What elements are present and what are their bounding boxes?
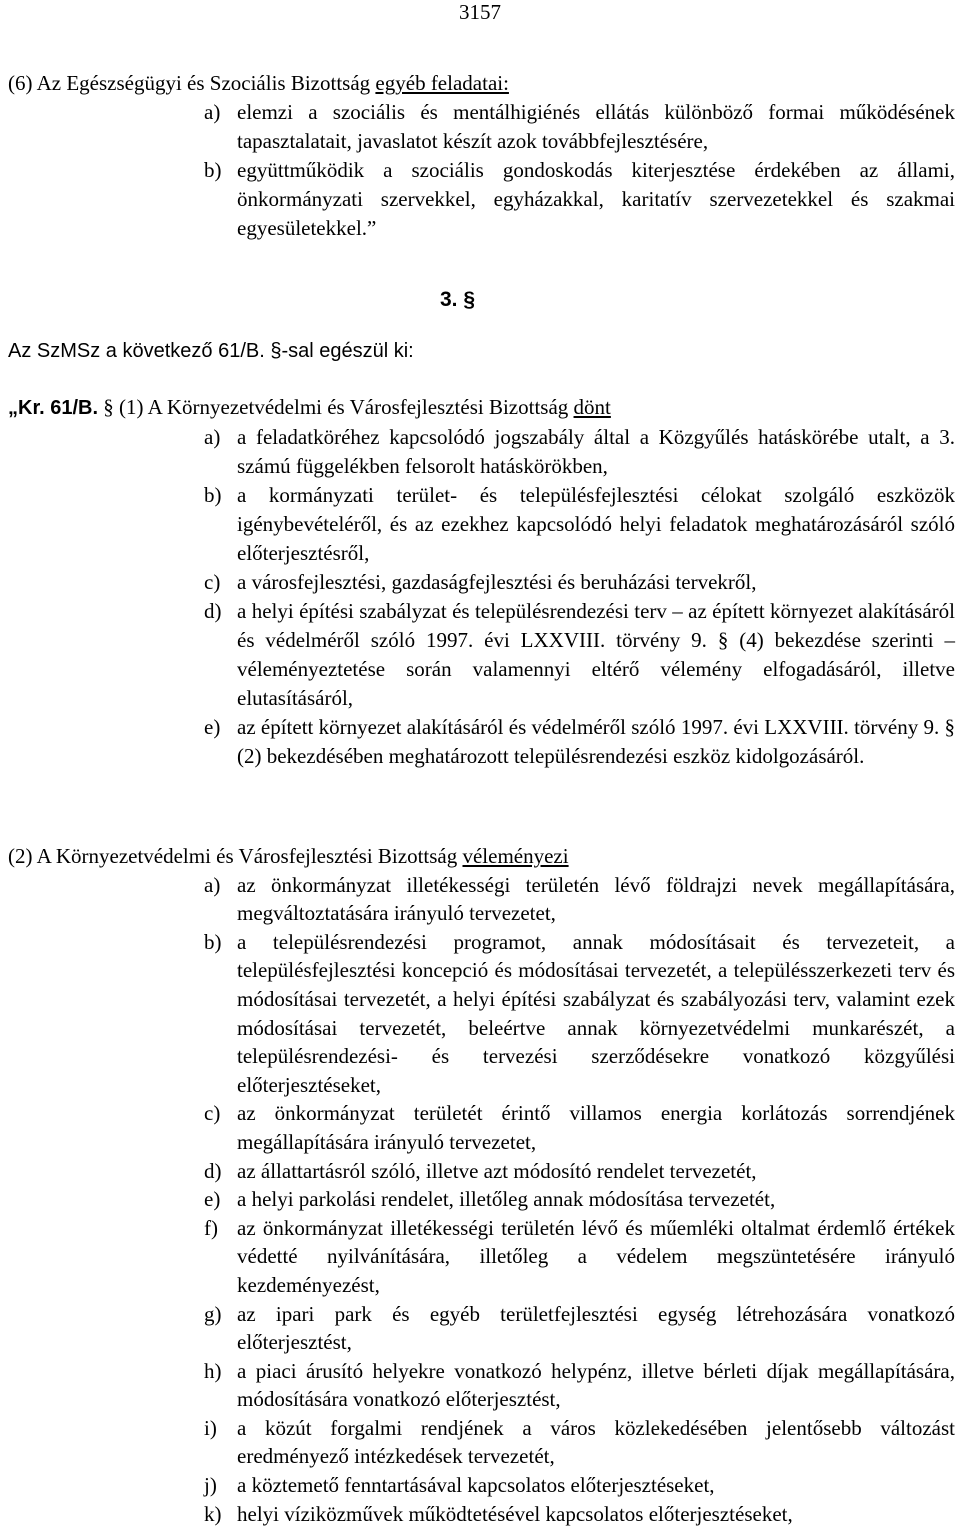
list-item-text: az ipari park és egyéb területfejlesztési egység létrehozására vonatkozó előterjesztést, bbox=[237, 1301, 955, 1355]
list-marker: j) bbox=[204, 1473, 217, 1498]
amendment-line: Az SzMSz a következő 61/B. §-sal egészül ki: bbox=[8, 340, 414, 362]
list-item bbox=[8, 928, 953, 1100]
list-marker: d) bbox=[204, 599, 222, 623]
list-marker: g) bbox=[204, 1301, 222, 1326]
underlined-phrase: egyéb feladatai: bbox=[375, 71, 509, 95]
list-item bbox=[8, 597, 953, 713]
underlined-phrase: dönt bbox=[573, 395, 611, 419]
article-label: „Kr. 61/B. bbox=[8, 397, 99, 419]
list-marker: f) bbox=[204, 1215, 218, 1240]
list-marker: a) bbox=[204, 100, 221, 124]
section-heading: 3. § bbox=[440, 288, 476, 311]
list-item-text: a településrendezési programot, annak módosításait és tervezeteit, a településfejlesztési koncepció és módosításai tervezetét, a településszerkezeti terv és módosításai tervezetét, a helyi építési szabályzat és szabályozási terv, valamint ezek módosításai tervezetét, beleértve annak környezetvédelmi munkarészét, a településrendezési- és tervezési szerződésekre vonatkozó közgyűlési előterjesztéseket, bbox=[237, 929, 955, 1097]
list-marker: a) bbox=[204, 425, 221, 449]
list-marker: e) bbox=[204, 1187, 221, 1212]
list-item bbox=[8, 1099, 953, 1156]
list-marker: c) bbox=[204, 1101, 221, 1126]
article-61b bbox=[8, 393, 953, 771]
list-item bbox=[8, 98, 953, 156]
list-item bbox=[8, 1357, 953, 1414]
list-item bbox=[8, 871, 953, 928]
list-marker: d) bbox=[204, 1158, 222, 1183]
list-marker: i) bbox=[204, 1415, 217, 1440]
list-item-text: az önkormányzat illetékességi területén lévő és műemléki oltalmat érdemlő értékek védetté nyilvánítására, illetőleg a védelem megszüntetésére irányuló kezdeményezést, bbox=[237, 1215, 955, 1297]
list-item bbox=[8, 1414, 953, 1471]
list-item-text: a piaci árusító helyekre vonatkozó helypénz, illetve bérleti díjak megállapítására, módosítására vonatkozó előterjesztést, bbox=[237, 1358, 955, 1412]
list-item-text: a helyi parkolási rendelet, illetőleg annak módosítása tervezetét, bbox=[237, 1187, 776, 1212]
list-marker: e) bbox=[204, 715, 221, 739]
paragraph-6 bbox=[8, 69, 953, 243]
page-number: 3157 bbox=[459, 0, 501, 24]
list-item bbox=[8, 423, 953, 481]
list-item-text: a kormányzati terület- és településfejlesztési célokat szolgáló eszközök igénybevételéről, és az ezekhez kapcsolódó helyi feladatok meghatározásáról szóló előterjesztésről, bbox=[237, 483, 955, 565]
list-item-text: elemzi a szociális és mentálhigiénés ellátás különböző formai működésének tapasztalatait, javaslatot készít azok továbbfejlesztésére, bbox=[237, 100, 955, 153]
list-item-text: a köztemető fenntartásával kapcsolatos előterjesztéseket, bbox=[237, 1473, 715, 1498]
list-marker: a) bbox=[204, 872, 221, 897]
list-item bbox=[8, 1471, 953, 1500]
list-item-text: az önkormányzat illetékességi területén lévő földrajzi nevek megállapítására, megváltoztatására irányuló tervezetet, bbox=[237, 872, 955, 926]
list-marker: k) bbox=[204, 1501, 222, 1526]
list-item-text: együttműködik a szociális gondoskodás kiterjesztése érdekében az állami, önkormányzati szervekkel, egyházakkal, karitatív szervezetekkel és szakmai egyesületekkel.” bbox=[237, 158, 955, 240]
list-marker: b) bbox=[204, 929, 222, 954]
list-item-text: az állattartásról szóló, illetve azt módosító rendelet tervezetét, bbox=[237, 1158, 757, 1183]
list-marker: b) bbox=[204, 158, 222, 182]
list-item-text: a közút forgalmi rendjének a város közlekedésében jelentősebb változást eredményező intézkedések tervezetét, bbox=[237, 1415, 955, 1469]
list-item bbox=[8, 1500, 953, 1529]
list-marker: b) bbox=[204, 483, 222, 507]
list-item bbox=[8, 1300, 953, 1357]
list-item-text: az önkormányzat területét érintő villamos energia korlátozás sorrendjének megállapítására irányuló tervezetet, bbox=[237, 1101, 955, 1154]
list-item bbox=[8, 481, 953, 568]
list-item-text: az épített környezet alakításáról és védelméről szóló 1997. évi LXXVIII. törvény 9. § (2) bekezdésében meghatározott településrendezési eszköz kidolgozásáról. bbox=[237, 715, 955, 768]
list-item bbox=[8, 713, 953, 771]
list-marker: h) bbox=[204, 1358, 222, 1383]
article-lead: „Kr. 61/B. § (1) A Környezetvédelmi és Városfejlesztési Bizottság dönt bbox=[8, 395, 611, 419]
paragraph-2 bbox=[8, 842, 953, 1528]
list-item bbox=[8, 1185, 953, 1214]
list-item bbox=[8, 1214, 953, 1300]
list-item bbox=[8, 156, 953, 243]
list-item-text: a városfejlesztési, gazdaságfejlesztési és beruházási tervekről, bbox=[237, 570, 757, 594]
list-marker: c) bbox=[204, 570, 221, 594]
underlined-phrase: véleményezi bbox=[462, 844, 569, 868]
list-item bbox=[8, 568, 953, 597]
list-item-text: a feladatköréhez kapcsolódó jogszabály által a Közgyűlés hatáskörébe utalt, a 3. számú függelékben felsorolt hatáskörökben, bbox=[237, 425, 955, 478]
list-item-text: a helyi építési szabályzat és településrendezési terv – az épített környezet alakításáról és védelméről szóló 1997. évi LXXVIII. törvény 9. § (4) bekezdése szerinti – véleményeztetése során valamennyi eltérő vélemény elfogadásáról, illetve elutasításáról, bbox=[237, 599, 955, 710]
paragraph-6-lead: (6) Az Egészségügyi és Szociális Bizottság egyéb feladatai: bbox=[8, 71, 509, 95]
list-item-text: helyi víziközművek működtetésével kapcsolatos előterjesztéseket, bbox=[237, 1501, 793, 1526]
paragraph-2-lead: (2) A Környezetvédelmi és Városfejlesztési Bizottság véleményezi bbox=[8, 844, 569, 868]
list-item bbox=[8, 1157, 953, 1186]
